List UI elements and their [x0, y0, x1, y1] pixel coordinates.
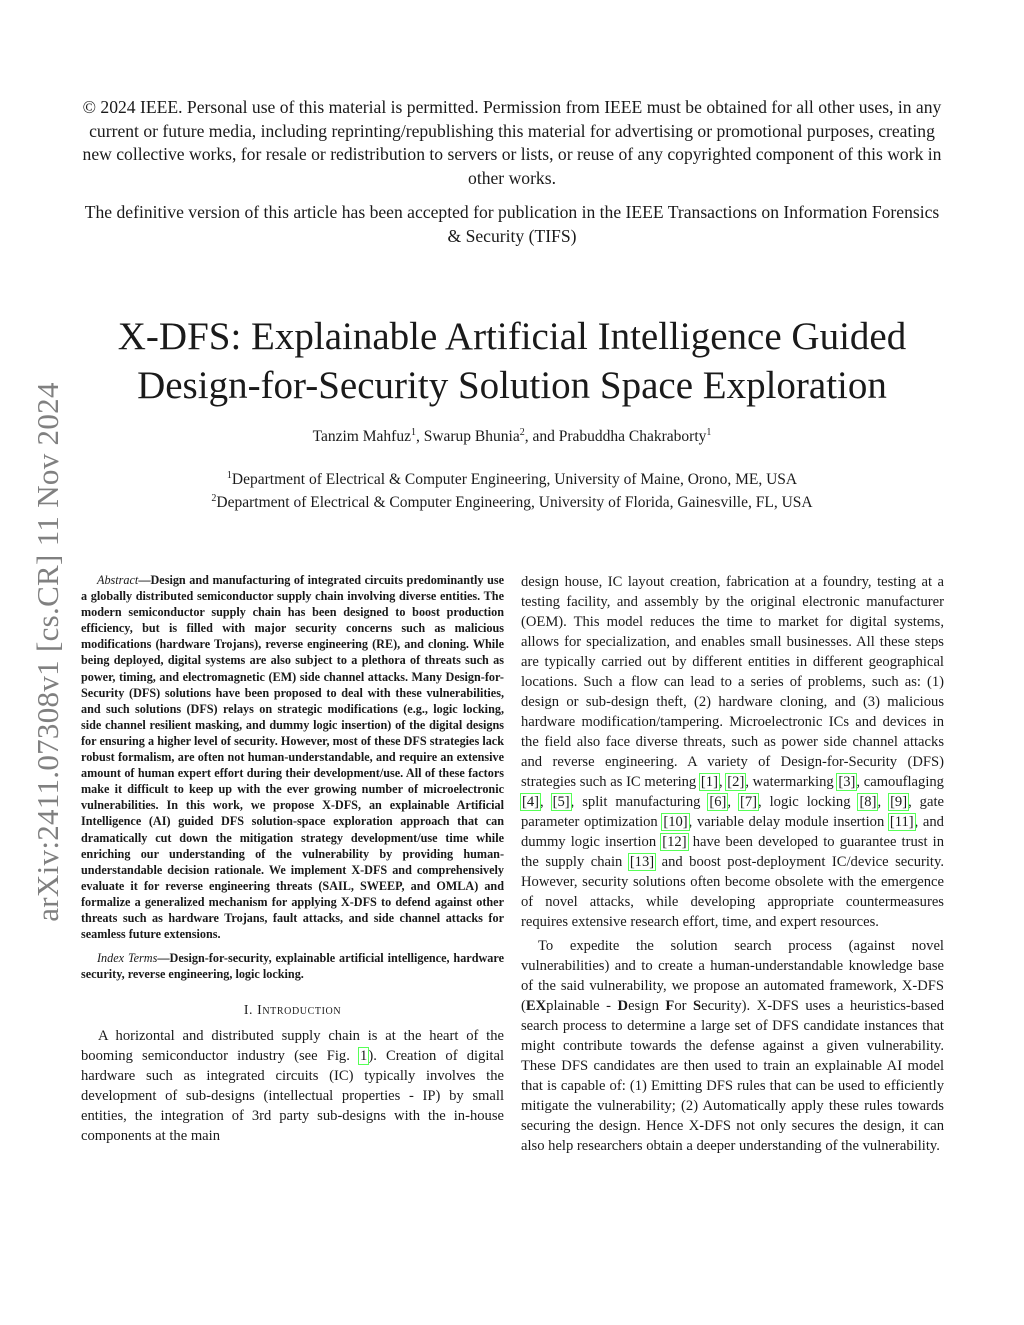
author-name: Tanzim Mahfuz [312, 428, 411, 445]
author-name: Prabuddha Chakraborty [558, 428, 707, 445]
affil-text: Department of Electrical & Computer Engineering, University of Florida, Gainesville, FL, USA [216, 494, 813, 511]
text-run: , and dummy logic insertion [521, 814, 944, 850]
text-run: ecurity). X-DFS uses a heuristics-based search process to determine a large set of DFS candidate instances that might contribute towards the defense against a given vulnerability. These DFS candidates are then used to train an explainable AI model that is capable of: (1) Emitting DFS rules that can be used to efficiently mitigate the vulnerability; (2) Automatically apply these rules towards securing the design. Hence X-DFS not only secures the design, it can also help researchers obtain a deeper understanding of the vulnerability. [521, 998, 944, 1154]
affiliation-2 [60, 491, 964, 514]
citation-link[interactable]: [9] [890, 794, 908, 810]
author-affil-mark: 1 [706, 426, 712, 438]
affil-mark: 1 [226, 469, 232, 481]
acronym-letter: D [617, 998, 629, 1014]
affiliation-1 [60, 468, 964, 491]
citation-link[interactable]: [6] [709, 794, 727, 810]
text-run: design house, IC layout creation, fabrication at a foundry, testing at a testing facility, and assembly by the original electronic manufacturer (OEM). This model reduces the time to market for digital systems, allows for specialization, and enables small businesses. All these steps are typically carried out by different entities in different geographical locations. Such a flow can lead to a series of problems, such as: (1) design or sub-design theft, (2) hardware cloning, and (3) malicious hardware modification/tampering. Microelectronic ICs and devices in the field also face diverse threats, such as power side channel attacks and reverse engineering. A variety of Design-for-Security (DFS) strategies such as IC metering [521, 574, 944, 790]
abstract-label: Abstract [97, 573, 139, 587]
text-run: , [540, 794, 552, 810]
section-numeral: I. [243, 1002, 254, 1018]
title-line-1: X-DFS: Explainable Artificial Intelligence Guided [117, 315, 907, 358]
citation-link[interactable]: [11] [889, 814, 914, 830]
title-line-2: Design-for-Security Solution Space Exploration [137, 364, 887, 407]
copyright-notice [78, 96, 946, 248]
text-run: , gate parameter optimization [521, 794, 944, 830]
text-run: , camouflaging [856, 774, 944, 790]
text-run: To expedite the solution search process (against novel vulnerabilities) and to create a human-understandable knowledge base of the said vulnerability, we propose an automated framework, X-DFS ( [521, 938, 944, 1014]
text-run: esign [628, 998, 666, 1014]
citation-link[interactable]: [8] [859, 794, 877, 810]
index-terms-label: Index Terms [97, 951, 158, 966]
acronym-letter: EX [525, 998, 547, 1014]
author-separator: , [415, 428, 424, 445]
author-name: Swarup Bhunia [423, 428, 520, 445]
paper-title [60, 312, 964, 410]
text-run: ). Creation of digital hardware such as integrated circuits (IC) typically involves the development of sub-designs (intellectual properties - IP) by small entities, the integration of 3rd party sub-designs with the in-house components at the main [81, 1048, 504, 1145]
left-column [81, 572, 504, 1146]
figure-ref-link[interactable]: 1 [360, 1048, 368, 1065]
affiliations [60, 468, 964, 514]
abstract-text: —Design and manufacturing of integrated circuits predominantly use a globally distributed semiconductor supply chain involving diverse entities. The modern semiconductor supply chain has been designed to boost production efficiency, but is filled with major security concerns such as malicious modifications (hardware Trojans), reverse engineering (RE), and cloning. While being deployed, digital systems are also subject to a plethora of threats such as power, timing, and electromagnetic (EM) side channel attacks. Many Design-for-Security (DFS) solutions have been proposed to deal with these vulnerabilities, and such solutions (DFS) relays on strategic modifications (e.g., logic locking, side channel resilient masking, and dummy logic insertion) of the digital designs for ensuring a higher level of security. However, most of these DFS strategies lack robust formalism, are often not human-understandable, and require an extensive amount of human expert effort during their development/use. All of these factors make it difficult to keep up with the ever growing number of microelectronic vulnerabilities. In this work, we propose X-DFS, an explainable Artificial Intelligence (AI) guided DFS solution-space exploration approach that can dramatically cut down the mitigation strategy development/use time while enriching our understanding of the vulnerability by providing human-understandable decision rationale. We implement X-DFS and comprehensively evaluate it for reverse engineering threats (SAIL, SWEEP, and OMLA) and formalize a generalized mechanism for applying X-DFS to defend against other threats such as hardware Trojans, fault attacks, and side channel attacks for seamless future extensions. [81, 573, 504, 942]
text-run: A horizontal and distributed supply chain is at the heart of the booming semiconductor industry (see Fig. [81, 1028, 504, 1065]
text-run: , [727, 794, 739, 810]
section-title: Introduction [257, 1002, 342, 1018]
author-affil-mark: 1 [410, 426, 416, 438]
index-terms [81, 950, 504, 982]
text-run: , watermarking [745, 774, 838, 790]
text-run: plainable - [546, 998, 618, 1014]
intro-paragraph-2 [521, 936, 944, 1156]
intro-paragraph-1 [81, 1026, 504, 1146]
author-affil-mark: 2 [519, 426, 525, 438]
text-run: or [674, 998, 693, 1014]
publication-notice: The definitive version of this article has been accepted for publication in the IEEE Transactions on Information Forensics & Security (TIFS) [84, 201, 940, 246]
affil-mark: 2 [211, 492, 217, 504]
text-run: , [718, 774, 727, 790]
citation-link[interactable]: [10] [663, 814, 688, 830]
citation-link[interactable]: [2] [727, 774, 745, 790]
text-run: and boost post-deployment IC/device security. However, security solutions often become obsolete with the emergence of novel attacks, while developing appropriate countermeasures requires extensive research effort, time, and expert resources. [521, 854, 944, 930]
index-terms-text: —Design-for-security, explainable artificial intelligence, hardware security, reverse engineering, logic locking. [81, 951, 504, 982]
section-heading-introduction [81, 1002, 504, 1018]
text-run: , split manufacturing [570, 794, 709, 810]
citation-link[interactable]: [12] [662, 834, 687, 850]
author-separator: , and [524, 428, 559, 445]
citation-link[interactable]: [13] [629, 854, 655, 870]
intro-paragraph-1-cont [521, 572, 944, 932]
citation-link[interactable]: [7] [739, 794, 758, 810]
acronym-letter: F [665, 998, 675, 1014]
citation-link[interactable]: [5] [552, 794, 570, 810]
text-run: have been developed to guarantee trust in the supply chain [521, 834, 944, 870]
affil-text: Department of Electrical & Computer Engineering, University of Maine, Orono, ME, USA [231, 471, 798, 488]
citation-link[interactable]: [3] [838, 774, 856, 790]
copyright-text: © 2024 IEEE. Personal use of this material is permitted. Permission from IEEE must be obtained for all other uses, in any current or future media, including reprinting/republishing this material for advertising or promotional purposes, creating new collective works, for resale or redistribution to servers or lists, or reuse of any copyrighted component of this work in other works. [82, 97, 942, 189]
text-run: , logic locking [758, 794, 859, 810]
citation-link[interactable]: [4] [522, 794, 540, 810]
right-column [521, 572, 944, 1156]
text-run: , [877, 794, 890, 810]
abstract [81, 572, 504, 942]
acronym-letter: S [693, 998, 702, 1014]
citation-link[interactable]: [1] [700, 774, 718, 790]
arxiv-identifier: arXiv:2411.07308v1 [cs.CR] 11 Nov 2024 [30, 382, 65, 922]
author-list [60, 428, 964, 446]
text-run: , variable delay module insertion [688, 814, 889, 830]
